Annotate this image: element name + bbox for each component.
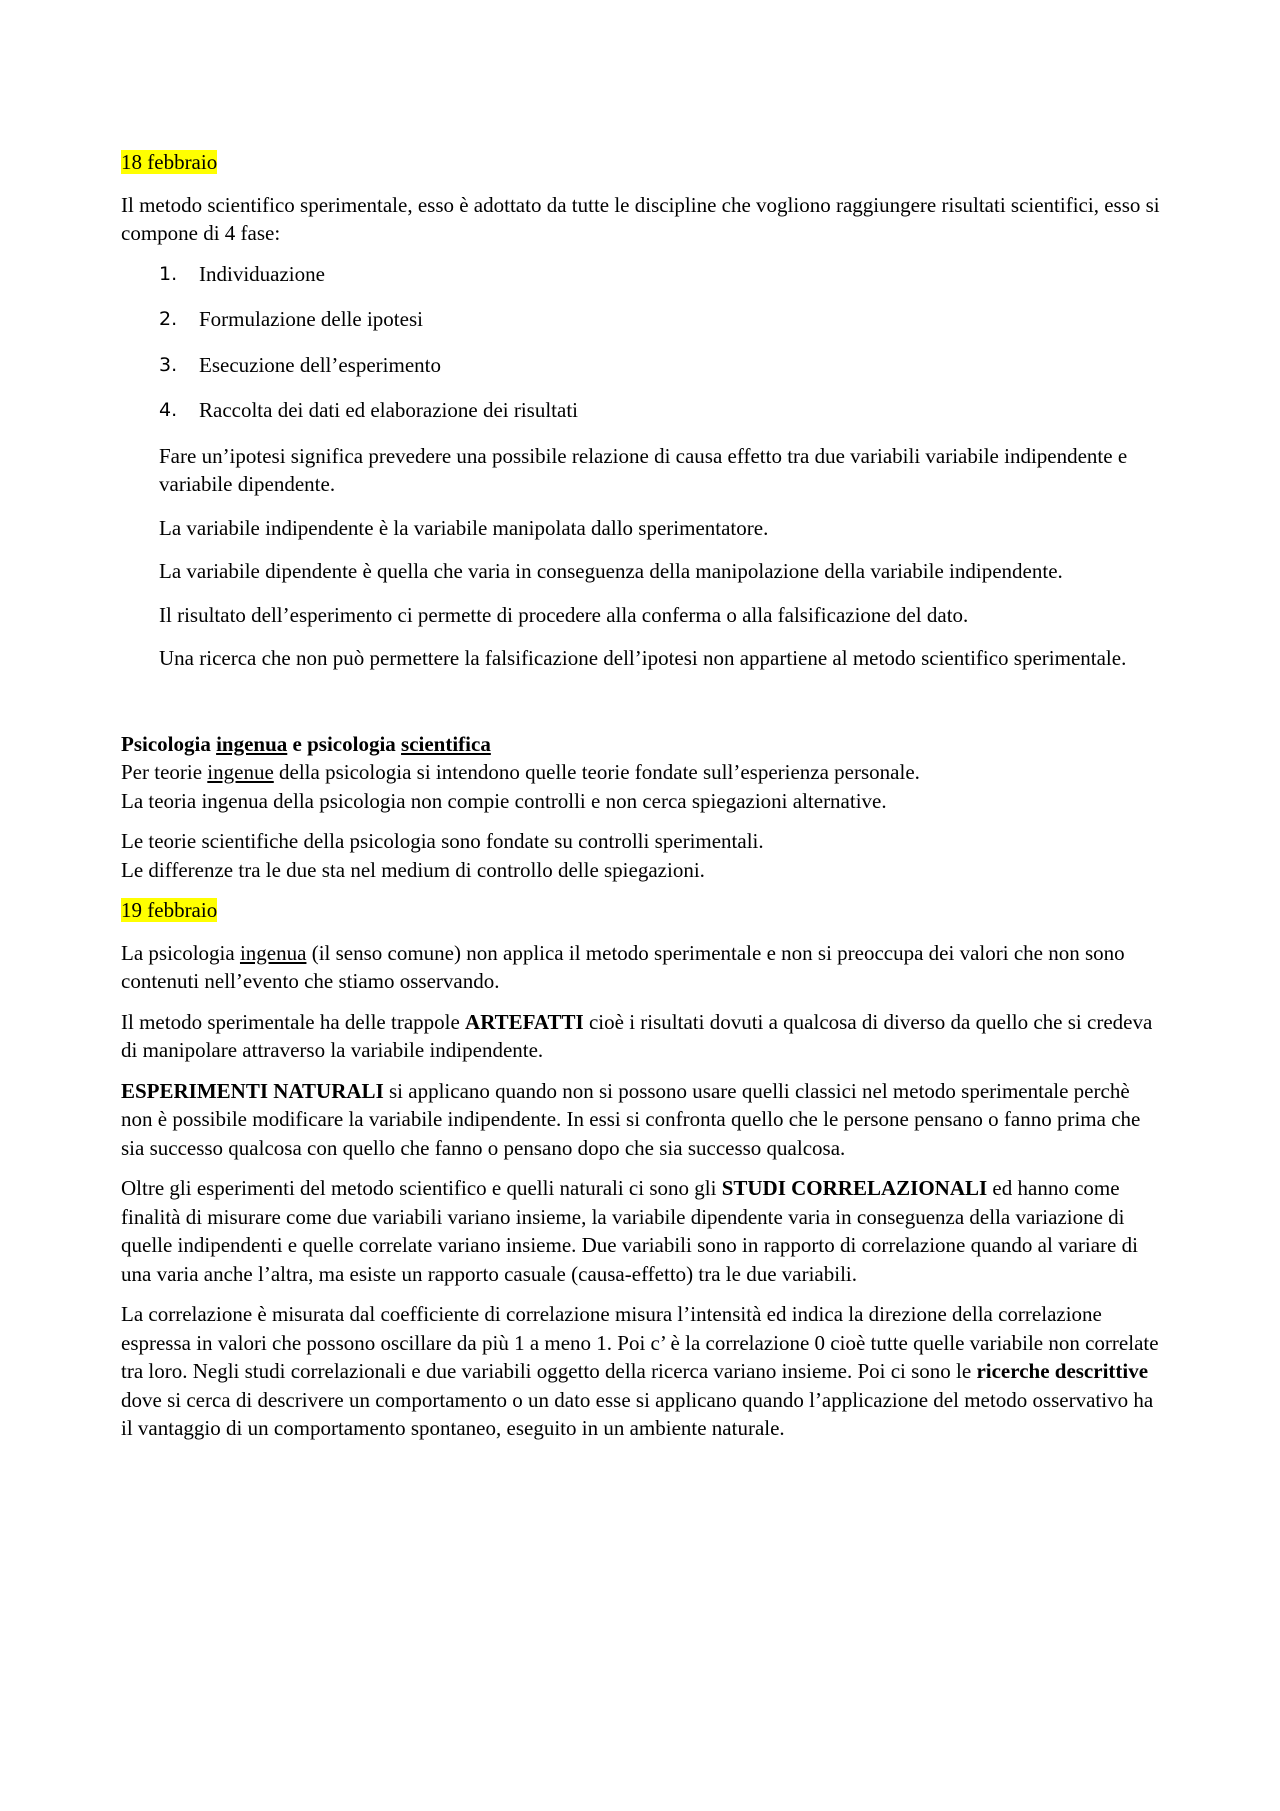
text: Oltre gli esperimenti del metodo scientifico e quelli naturali ci sono gli xyxy=(121,1176,722,1200)
differences-line: Le differenze tra le due sta nel medium di controllo delle spiegazioni. xyxy=(121,857,705,882)
spacer xyxy=(121,688,1161,730)
text: dove si cerca di descrivere un comportamento o un dato esse si applicano quando l’applicazione del metodo osservativo ha il vantaggio di un comportamento spontaneo, eseguito in un ambiente naturale. xyxy=(121,1387,1154,1440)
date-highlight: 19 febbraio xyxy=(121,898,218,922)
title-text: Psicologia xyxy=(121,731,217,756)
intro-paragraph: Il metodo scientifico sperimentale, esso è adottato da tutte le discipline che vogliono raggiungere risultati scientifici, esso si compone di 4 fase: xyxy=(121,192,1160,245)
independent-variable-paragraph: La variabile indipendente è la variabile manipolata dallo sperimentatore. xyxy=(159,515,769,540)
list-number: 3. xyxy=(159,353,178,376)
bold-term: STUDI CORRELAZIONALI xyxy=(721,1176,988,1200)
text: La correlazione è misurata dal coefficiente di correlazione misura l’intensità ed indica la direzione della correlazione espressa in valori che possono oscillare da più 1 a meno 1. Poi c’ è la correlazione 0 cioè tutte quelle variabile non correlate tra loro. Negli studi correlazionali e due variabili oggetto della ricerca variano insieme. Poi ci sono le xyxy=(121,1302,1159,1383)
result-paragraph: Il risultato dell’esperimento ci permette di procedere alla conferma o alla falsificazione del dato. xyxy=(159,602,969,627)
correlation-paragraph xyxy=(121,1300,1161,1443)
list-number: 1. xyxy=(159,262,178,285)
list-number: 4. xyxy=(159,399,178,421)
list-item xyxy=(121,260,1161,289)
document-page xyxy=(121,148,1161,1455)
list-text: Individuazione xyxy=(199,261,325,286)
text: La psicologia xyxy=(121,940,240,965)
text: Per teorie xyxy=(121,760,208,784)
bold-term: ARTEFATTI xyxy=(465,1009,584,1034)
phases-list xyxy=(121,260,1161,425)
naive-psychology-paragraph xyxy=(121,939,1161,996)
section-title xyxy=(121,730,1161,759)
list-text: Raccolta dei dati ed elaborazione dei risultati xyxy=(199,398,579,422)
list-item xyxy=(121,351,1161,380)
text: della psicologia si intendono quelle teorie fondate sull’esperienza personale. xyxy=(273,760,920,784)
text: (il senso comune) non applica il metodo sperimentale e non si preoccupa dei valori che non sono contenuti nell’evento che stiamo osservando. xyxy=(121,940,1125,993)
underlined-word: ingenua xyxy=(239,940,307,965)
date-heading xyxy=(121,148,1161,177)
list-text: Esecuzione dell’esperimento xyxy=(199,352,441,377)
date-highlight: 18 febbraio xyxy=(121,150,218,174)
bold-term: ESPERIMENTI NATURALI xyxy=(121,1078,384,1103)
text: si applicano quando non si possono usare quelli classici nel metodo sperimentale perchè non è possibile modificare la variabile indipendente. In essi si confronta quello che le persone pensano o fanno prima che sia successo qualcosa con quello che fanno o pensano dopo che sia successo qualcosa. xyxy=(121,1078,1141,1160)
text: ed hanno come finalità di misurare come due variabili variano insieme, la variabile dipendente varia in conseguenza della variazione di quelle indipendenti e quelle correlate variano insieme. Due variabili sono in rapporto di correlazione quando al variare di una varia anche l’altra, ma esiste un rapporto casuale (causa-effetto) tra le due variabili. xyxy=(121,1176,1138,1286)
date-heading xyxy=(121,896,1161,925)
list-item xyxy=(121,396,1161,425)
list-text: Formulazione delle ipotesi xyxy=(199,307,423,331)
naive-theories-line xyxy=(121,758,1161,787)
title-underlined: scientifica xyxy=(401,731,491,756)
list-item xyxy=(121,305,1161,334)
scientific-theories-line: Le teorie scientifiche della psicologia sono fondate su controlli sperimentali. xyxy=(121,829,764,853)
natural-experiments-paragraph xyxy=(121,1077,1161,1163)
dependent-variable-paragraph: La variabile dipendente è quella che varia in conseguenza della manipolazione della variabile indipendente. xyxy=(159,559,1063,583)
falsification-paragraph: Una ricerca che non può permettere la falsificazione dell’ipotesi non appartiene al metodo scientifico sperimentale. xyxy=(159,646,1127,670)
naive-theory-line: La teoria ingenua della psicologia non compie controlli e non cerca spiegazioni alternative. xyxy=(121,788,887,813)
underlined-word: ingenue xyxy=(207,760,274,784)
bold-term: ricerche descrittive xyxy=(976,1359,1149,1383)
artifacts-paragraph xyxy=(121,1008,1161,1065)
hypothesis-paragraph: Fare un’ipotesi significa prevedere una possibile relazione di causa effetto tra due variabili variabile indipendente e variabile dipendente. xyxy=(159,443,1128,496)
title-text: e psicologia xyxy=(287,731,402,756)
text: cioè i risultati dovuti a qualcosa di diverso da quello che si credeva di manipolare attraverso la variabile indipendente. xyxy=(121,1009,1153,1062)
title-underlined: ingenua xyxy=(216,731,288,756)
text: Il metodo sperimentale ha delle trappole xyxy=(121,1009,466,1034)
correlational-studies-paragraph xyxy=(121,1174,1161,1288)
list-number: 2. xyxy=(159,308,178,330)
